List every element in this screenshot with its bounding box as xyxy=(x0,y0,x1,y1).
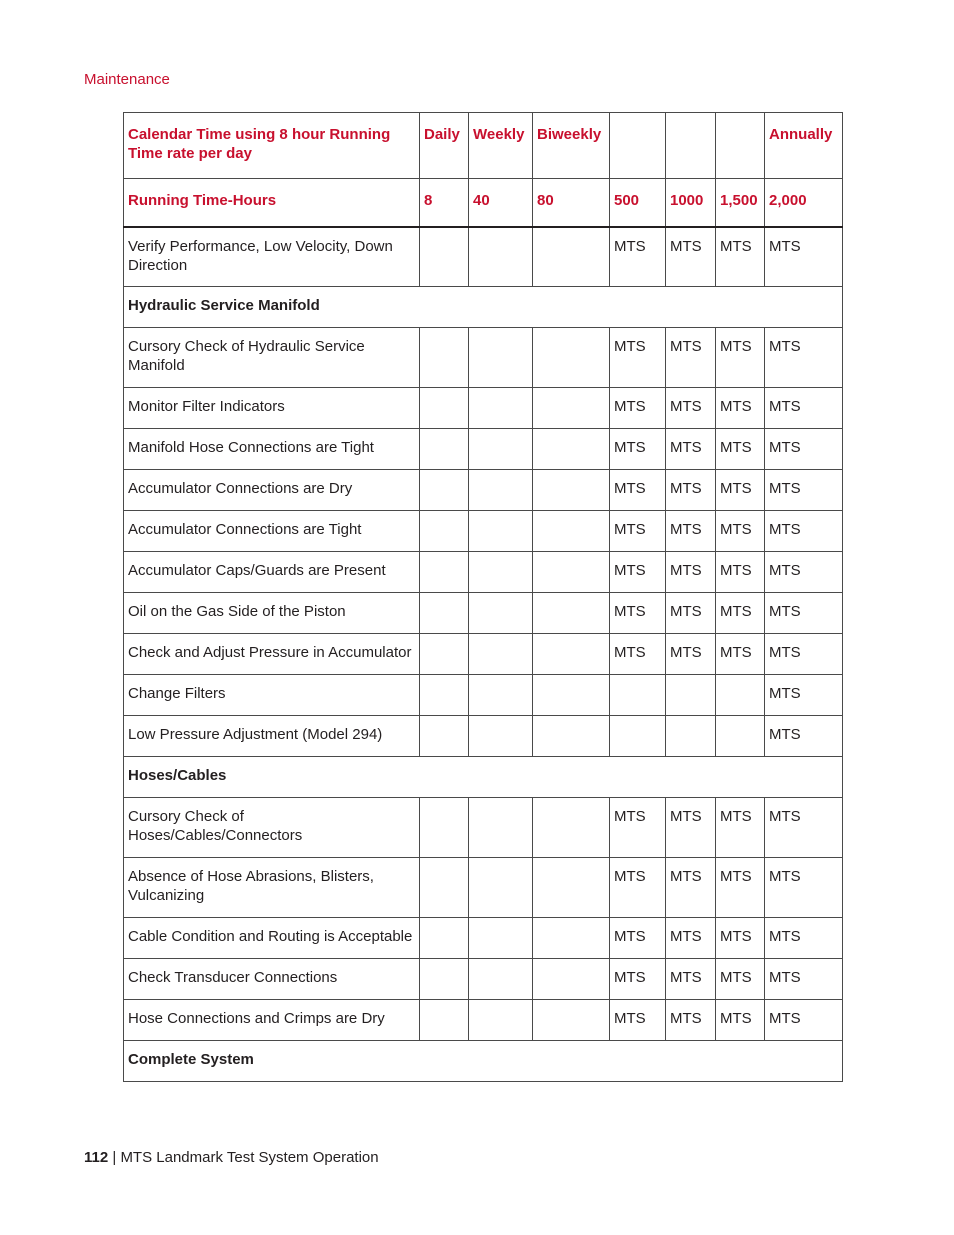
schedule-cell xyxy=(533,918,610,959)
schedule-cell xyxy=(533,388,610,429)
footer-separator: | xyxy=(108,1149,121,1166)
schedule-cell xyxy=(420,429,469,470)
schedule-cell xyxy=(469,511,533,552)
schedule-cell: MTS xyxy=(765,918,843,959)
header-cell xyxy=(716,113,765,179)
table-row xyxy=(124,511,843,552)
header-cell: 1000 xyxy=(666,179,716,227)
schedule-cell: MTS xyxy=(610,798,666,858)
schedule-cell: MTS xyxy=(666,593,716,634)
schedule-cell: MTS xyxy=(666,511,716,552)
schedule-cell xyxy=(420,1000,469,1041)
schedule-cell: MTS xyxy=(610,959,666,1000)
schedule-cell xyxy=(469,716,533,757)
header-cell: 1,500 xyxy=(716,179,765,227)
header-row-calendar-time xyxy=(124,113,843,179)
group-row xyxy=(124,1041,843,1082)
schedule-cell xyxy=(420,328,469,388)
schedule-cell: MTS xyxy=(666,959,716,1000)
schedule-cell xyxy=(533,716,610,757)
schedule-cell: MTS xyxy=(666,1000,716,1041)
header-cell: 500 xyxy=(610,179,666,227)
header-cell: Weekly xyxy=(469,113,533,179)
schedule-cell xyxy=(533,552,610,593)
schedule-cell: MTS xyxy=(666,470,716,511)
table-row xyxy=(124,634,843,675)
table-row xyxy=(124,858,843,918)
schedule-cell xyxy=(610,675,666,716)
schedule-cell xyxy=(469,1000,533,1041)
schedule-cell xyxy=(420,959,469,1000)
table-row xyxy=(124,959,843,1000)
schedule-cell xyxy=(469,959,533,1000)
task-cell: Absence of Hose Abrasions, Blisters, Vulcanizing xyxy=(124,858,420,918)
table-row xyxy=(124,470,843,511)
schedule-cell: MTS xyxy=(765,798,843,858)
task-cell: Accumulator Connections are Tight xyxy=(124,511,420,552)
task-cell: Accumulator Caps/Guards are Present xyxy=(124,552,420,593)
task-cell: Check Transducer Connections xyxy=(124,959,420,1000)
task-cell: Cursory Check of Hydraulic Service Manifold xyxy=(124,328,420,388)
schedule-cell: MTS xyxy=(765,429,843,470)
schedule-cell: MTS xyxy=(666,634,716,675)
task-cell: Low Pressure Adjustment (Model 294) xyxy=(124,716,420,757)
schedule-cell xyxy=(469,328,533,388)
schedule-cell: MTS xyxy=(610,1000,666,1041)
schedule-cell: MTS xyxy=(765,593,843,634)
schedule-cell: MTS xyxy=(610,593,666,634)
task-cell: Hose Connections and Crimps are Dry xyxy=(124,1000,420,1041)
group-label: Hydraulic Service Manifold xyxy=(124,287,843,328)
schedule-cell: MTS xyxy=(716,798,765,858)
schedule-cell xyxy=(469,675,533,716)
page-number: 112 xyxy=(84,1149,109,1166)
header-cell: Annually xyxy=(765,113,843,179)
schedule-cell xyxy=(469,227,533,287)
schedule-cell xyxy=(610,716,666,757)
task-cell: Verify Performance, Low Velocity, Down Direction xyxy=(124,227,420,287)
schedule-cell: MTS xyxy=(610,918,666,959)
schedule-cell xyxy=(533,593,610,634)
schedule-cell xyxy=(533,959,610,1000)
schedule-cell xyxy=(716,716,765,757)
section-header: Maintenance xyxy=(84,71,170,88)
schedule-cell xyxy=(469,593,533,634)
schedule-cell: MTS xyxy=(716,552,765,593)
schedule-cell xyxy=(420,858,469,918)
schedule-cell: MTS xyxy=(610,388,666,429)
schedule-cell: MTS xyxy=(716,1000,765,1041)
schedule-cell: MTS xyxy=(610,634,666,675)
schedule-cell xyxy=(420,918,469,959)
document-title: MTS Landmark Test System Operation xyxy=(120,1149,379,1166)
schedule-cell: MTS xyxy=(666,328,716,388)
schedule-cell xyxy=(420,511,469,552)
schedule-cell: MTS xyxy=(666,858,716,918)
table-body xyxy=(124,113,843,1082)
schedule-cell xyxy=(533,858,610,918)
schedule-cell: MTS xyxy=(765,634,843,675)
schedule-cell: MTS xyxy=(716,634,765,675)
schedule-cell xyxy=(420,470,469,511)
schedule-cell xyxy=(469,470,533,511)
schedule-cell: MTS xyxy=(716,328,765,388)
schedule-cell: MTS xyxy=(765,511,843,552)
header-cell: Biweekly xyxy=(533,113,610,179)
header-cell: 40 xyxy=(469,179,533,227)
table-row xyxy=(124,328,843,388)
schedule-cell: MTS xyxy=(765,858,843,918)
header-cell: 80 xyxy=(533,179,610,227)
schedule-cell xyxy=(420,716,469,757)
task-cell: Cursory Check of Hoses/Cables/Connectors xyxy=(124,798,420,858)
maintenance-schedule-table xyxy=(123,112,843,1082)
schedule-cell xyxy=(420,593,469,634)
schedule-cell xyxy=(533,798,610,858)
header-row-running-hours xyxy=(124,179,843,227)
schedule-cell: MTS xyxy=(666,227,716,287)
table-row xyxy=(124,1000,843,1041)
group-row xyxy=(124,287,843,328)
schedule-cell xyxy=(533,328,610,388)
schedule-cell xyxy=(420,552,469,593)
schedule-cell xyxy=(420,634,469,675)
page-footer xyxy=(84,1149,379,1166)
schedule-cell: MTS xyxy=(716,918,765,959)
schedule-cell: MTS xyxy=(765,675,843,716)
schedule-cell: MTS xyxy=(716,858,765,918)
schedule-cell xyxy=(533,227,610,287)
task-cell: Check and Adjust Pressure in Accumulator xyxy=(124,634,420,675)
group-row xyxy=(124,757,843,798)
schedule-cell xyxy=(469,634,533,675)
schedule-cell xyxy=(469,429,533,470)
schedule-cell: MTS xyxy=(610,552,666,593)
schedule-cell: MTS xyxy=(716,227,765,287)
schedule-cell xyxy=(420,675,469,716)
table-row xyxy=(124,918,843,959)
schedule-cell: MTS xyxy=(765,328,843,388)
schedule-cell xyxy=(533,675,610,716)
table-row xyxy=(124,227,843,287)
group-label: Hoses/Cables xyxy=(124,757,843,798)
header-cell: Running Time-Hours xyxy=(124,179,420,227)
schedule-cell xyxy=(533,511,610,552)
schedule-cell xyxy=(666,716,716,757)
schedule-cell: MTS xyxy=(765,1000,843,1041)
schedule-cell: MTS xyxy=(716,429,765,470)
schedule-cell xyxy=(469,388,533,429)
schedule-cell: MTS xyxy=(610,470,666,511)
schedule-cell: MTS xyxy=(716,388,765,429)
schedule-cell xyxy=(716,675,765,716)
group-label: Complete System xyxy=(124,1041,843,1082)
table-row xyxy=(124,388,843,429)
schedule-cell: MTS xyxy=(610,429,666,470)
task-cell: Monitor Filter Indicators xyxy=(124,388,420,429)
schedule-cell: MTS xyxy=(765,716,843,757)
table-row xyxy=(124,675,843,716)
schedule-cell xyxy=(533,429,610,470)
header-cell xyxy=(666,113,716,179)
task-cell: Change Filters xyxy=(124,675,420,716)
header-cell: Daily xyxy=(420,113,469,179)
header-cell xyxy=(610,113,666,179)
schedule-cell xyxy=(420,798,469,858)
schedule-cell: MTS xyxy=(666,798,716,858)
schedule-cell: MTS xyxy=(610,858,666,918)
table-row xyxy=(124,429,843,470)
schedule-cell xyxy=(533,1000,610,1041)
schedule-cell: MTS xyxy=(765,959,843,1000)
schedule-cell xyxy=(469,918,533,959)
schedule-cell xyxy=(533,634,610,675)
table-row xyxy=(124,593,843,634)
schedule-cell: MTS xyxy=(610,227,666,287)
task-cell: Oil on the Gas Side of the Piston xyxy=(124,593,420,634)
table-row xyxy=(124,798,843,858)
table-row xyxy=(124,552,843,593)
schedule-cell: MTS xyxy=(765,388,843,429)
task-cell: Cable Condition and Routing is Acceptable xyxy=(124,918,420,959)
schedule-cell: MTS xyxy=(716,511,765,552)
schedule-cell xyxy=(533,470,610,511)
schedule-cell xyxy=(469,552,533,593)
schedule-cell: MTS xyxy=(610,328,666,388)
schedule-cell: MTS xyxy=(666,429,716,470)
schedule-cell: MTS xyxy=(765,552,843,593)
schedule-cell: MTS xyxy=(765,227,843,287)
schedule-cell: MTS xyxy=(765,470,843,511)
schedule-cell: MTS xyxy=(666,552,716,593)
task-cell: Accumulator Connections are Dry xyxy=(124,470,420,511)
table-row xyxy=(124,716,843,757)
schedule-cell: MTS xyxy=(716,959,765,1000)
schedule-cell: MTS xyxy=(716,470,765,511)
schedule-cell xyxy=(469,858,533,918)
schedule-cell xyxy=(420,388,469,429)
schedule-cell xyxy=(420,227,469,287)
schedule-cell: MTS xyxy=(666,918,716,959)
schedule-cell: MTS xyxy=(610,511,666,552)
schedule-cell xyxy=(469,798,533,858)
schedule-cell xyxy=(666,675,716,716)
schedule-cell: MTS xyxy=(716,593,765,634)
header-cell: Calendar Time using 8 hour Running Time rate per day xyxy=(124,113,420,179)
header-cell: 8 xyxy=(420,179,469,227)
task-cell: Manifold Hose Connections are Tight xyxy=(124,429,420,470)
schedule-cell: MTS xyxy=(666,388,716,429)
header-cell: 2,000 xyxy=(765,179,843,227)
